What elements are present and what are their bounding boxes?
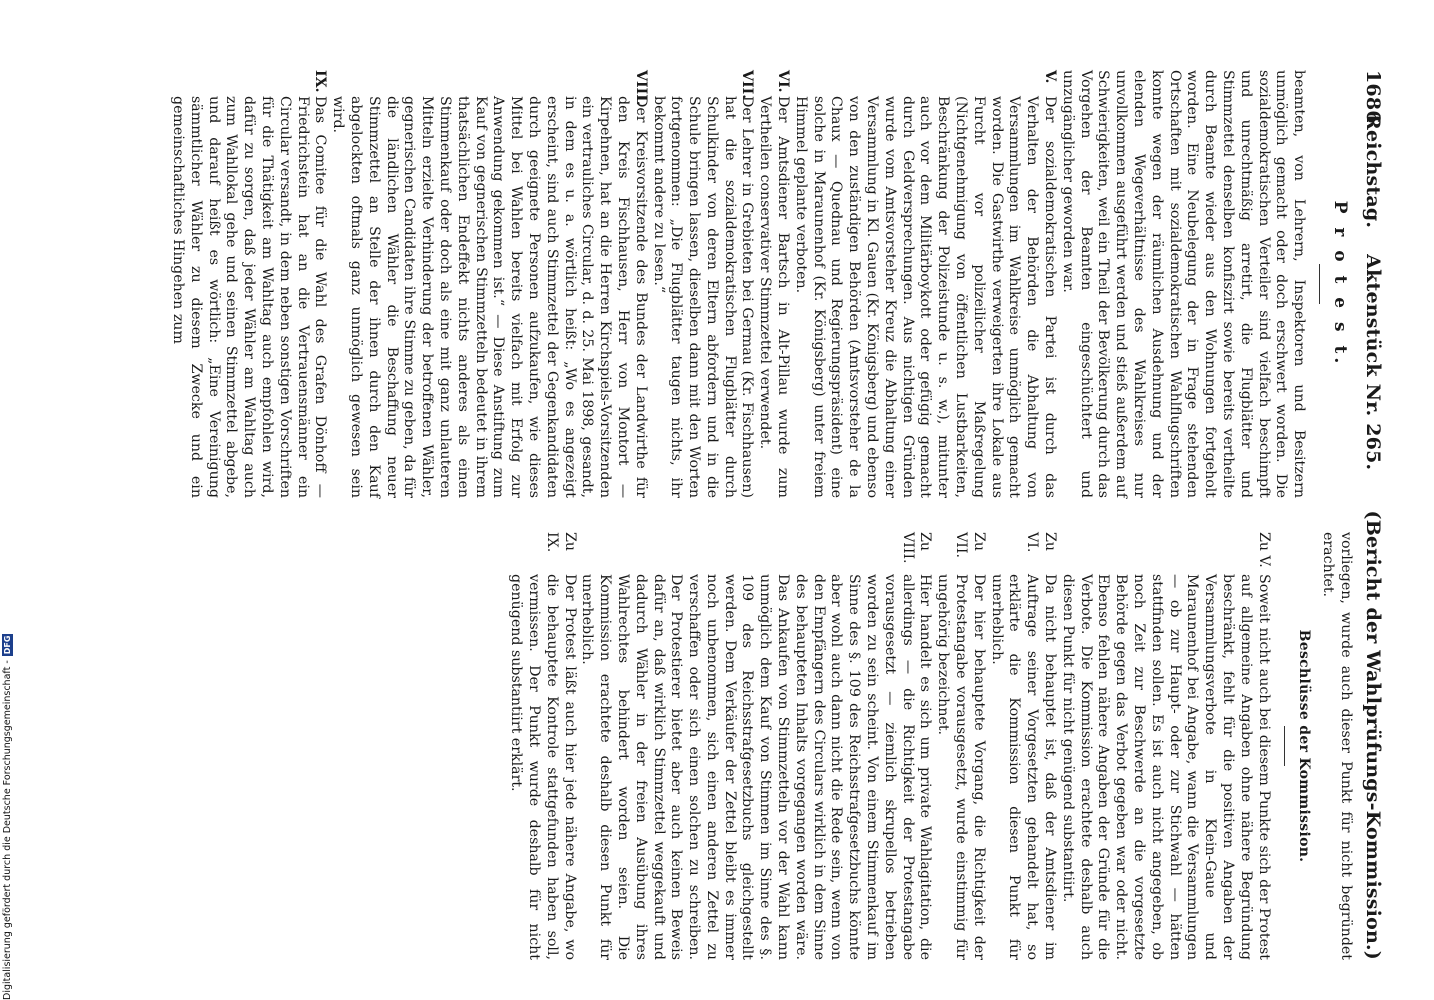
page-number: 1686 xyxy=(1362,70,1384,124)
item-text: Der sozialdemokratischen Partei ist durch das Verhalten der Behörden die Abhaltung von Versammlungen im Wahlkreise unmöglich gemacht worden. Die Gastwirthe verweigerten ihre Lokale aus Furcht vor polizeilicher Maßregelung (Nichtgenehmigung von öffentlichen Lustbarkeiten, Beschränkung der Polizeistunde u. s. w.), mitunter auch vor dem Militärboykott oder gefügig gemacht durch Geldversprechungen. Aus nichtigen Gründen wurde vom Amtsvorsteher Kreuz die Abhaltung einer Versammlung in Kl. Gauen (Kr. Königsberg) und ebenso von den zuständigen Behörden (Amtsvorsteher de la Chaux — Quednau und Regierungspräsident) eine solche in Maraunenhof (Kr. Königsberg) unter freiem Himmel geplante verboten. xyxy=(792,96,1059,498)
left-column xyxy=(168,70,1354,498)
dfg-logo: DFG xyxy=(2,635,12,655)
decision-item xyxy=(933,532,986,960)
protest-title: P r o t e s t. xyxy=(1330,200,1350,368)
protest-item xyxy=(756,70,792,498)
item-number: V. xyxy=(1042,70,1059,84)
credit-text: Digitalisierung gefördert durch die Deutsche Forschungsgemeinschaft - xyxy=(1,660,13,1000)
item-number: IX. xyxy=(312,70,329,93)
divider xyxy=(1319,264,1320,304)
item-number: VI. xyxy=(775,70,792,93)
header-left: Reichstag. xyxy=(1362,114,1384,229)
page-header xyxy=(1362,70,1384,960)
decision-item xyxy=(1058,532,1272,960)
decision-item xyxy=(987,532,1058,960)
item-text: Das Comitee für die Wahl des Grafen Dönhoff — Friedrichstein hat an die Vertrauensmänner ein Circular versandt, in dem neben sonstigen Vorschriften für die Thätigkeit am Wahltag auch empfohlen wird, dafür zu sorgen, daß jeder Wähler am Wahltag auch zum Wahllokal gehe und seinen Stimmzettel abgebe, und darauf heißt es wörtlich: „Eine Vereinigung sämmtlicher Wähler zu diesem Zwecke und ein gemeinschaftliches Hingehen zum xyxy=(170,96,329,498)
protest-item xyxy=(168,70,328,498)
rotated-page xyxy=(24,0,1434,1000)
header-right: (Bericht der Wahlprüfungs-Kommission.) xyxy=(1362,510,1384,960)
item-text: Der Lehrer in Grebieten bei Germau (Kr. Fischhausen) hat die sozialdemokratischen Flugblätter durch Schulkinder von deren Eltern abfordern und in die Schule bringen lassen, dieselben dann mit den Worten fortgenommen: „Die Flugblätter taugen nichts, ihr bekommt andere zu lesen.“ xyxy=(650,96,756,498)
item-number: Zu V. xyxy=(1255,532,1272,568)
divider xyxy=(1284,726,1285,766)
item-number: Zu VIII. xyxy=(899,532,934,564)
commission-title: Beschlüsse der Kommission. xyxy=(1296,629,1313,863)
item-text: Der hier behauptete Vorgang, die Richtigkeit der Protestangabe vorausgesetzt, wurde einstimmig für ungehörig bezeichnet. xyxy=(935,574,987,960)
item-number: Zu IX. xyxy=(543,532,578,553)
item-text: Der Kreisvorsitzende des Bundes der Landwirthe für den Kreis Fischhausen, Herr von Montort — Kirpehnen, hat an die Herren Kirchspiels-Vorsitzenden ein vertrauliches Circular, d. d. 25. Mai 1898, gesandt, in dem es u. a. wörtlich heißt: „Wo es angezeigt erscheint, sind auch Stimmzettel der Gegenkandidaten durch geeignete Personen aufzukaufen, wie dieses Mittel bei Wahlen bereits vielfach mit Erfolg zur Anwendung gekommen ist.“ — Diese Anstiftung zum Kauf von gegnerischen Stimmzetteln bedeutet in ihrem thatsächlichen Endeffekt nichts anderes als einen Stimmenkauf oder doch als eine mit ganz unlauteren Mitteln erzielte Verhinderung der betroffenen Wähler, gegnerischen Candidaten ihre Stimme zu geben, da für die ländlichen Wähler die Beschaffung neuer Stimmzettel an Stelle der ihnen durch den Kauf abgelockten oftmals ganz unmöglich gewesen sein wird. xyxy=(330,96,649,498)
protest-item xyxy=(791,70,1058,498)
item-number: Zu VI. xyxy=(1024,532,1059,553)
commission-intro: vorliegen, wurde auch dieser Punkt für nicht begründet erachtet. xyxy=(1320,532,1354,960)
item-number: VIII. xyxy=(632,70,649,106)
digitization-credit xyxy=(0,580,14,1000)
decision-item xyxy=(506,532,577,960)
protest-item xyxy=(328,70,648,498)
protest-intro: beamten, von Lehrern, Inspektoren und Besitzern unmöglich gemacht oder doch erschwert worden. Die sozialdemokratischen Verteiler sind vielfach beschimpft und unrechtmäßig arretirt, die Flugblätter und Stimmzettel denselben konfiszirt sowie bereits vertheilte durch Beamte wieder aus den Wohnungen fortgeholt worden. Eine Neubelegung der in Frage stehenden Ortschaften mit sozialdemokratischen Wahlflugschriften konnte wegen der räumlichen Ausdehnung und der elenden Wegeverhältnisse des Wahlkreises nur unvollkommen ausgeführt werden und stieß außerdem auf Schwierigkeiten, weil ein Theil der Bevölkerung durch das Vorgehen der Beamten eingeschüchtert und unzugänglicher geworden war. xyxy=(1059,70,1308,498)
item-text: Da nicht behauptet ist, daß der Amtsdiener im Auftrage seiner Vorgesetzten gehandelt hat, so erklärte die Kommission diesen Punkt für unerheblich. xyxy=(988,574,1059,960)
right-column xyxy=(168,532,1354,960)
protest-item xyxy=(649,70,756,498)
decision-item xyxy=(578,532,934,960)
item-number: VII. xyxy=(739,70,756,100)
item-number: Zu VII. xyxy=(953,532,987,558)
header-center: Aktenstück Nr. 265. xyxy=(1362,254,1384,471)
item-text: Hier handelt es sich um private Wahlagitation, die allerdings — die Richtigkeit der Protestangabe vorausgesetzt — ziemlich skrupellos betrieben worden zu sein scheint. Von einem Stimmenkauf im Sinne des §. 109 des Reichsstrafgesetzbuchs könnte aber wohl auch dann nicht die Rede sein, wenn von den Empfängern des Circulars wirklich in dem Sinne des behaupteten Inhalts vorgegangen worden wäre. Das Ankaufen von Stimmzetteln vor der Wahl kann unmöglich dem Kauf von Stimmen im Sinne des §. 109 des Reichsstrafgesetzbuchs gleichgestellt werden. Dem Verkäufer der Zettel bleibt es immer noch unbenommen, sich einen anderen Zettel zu verschaffen oder sich einen solchen zu schreiben. Der Protestierer bietet aber auch keinen Beweis dafür an, daß wirklich Stimmzettel weggekauft und dadurch Wähler in der freien Ausübung ihres Wahlrechtes behindert worden seien. Die Kommission erachtete deshalb diesen Punkt für unerheblich. xyxy=(579,574,934,960)
item-text: Der Protest läßt auch hier jede nähere Angabe, wo die behauptete Kontrole stattgefunden haben soll, vermissen. Der Punkt wurde deshalb für nicht genügend substantiirt erklärt. xyxy=(508,574,578,960)
item-text: Der Amtsdiener Bartsch in Alt-Pillau wurde zum Vertheilen conservativer Stimmzettel verwendet. xyxy=(757,96,792,498)
item-text: Soweit nicht auch bei diesem Punkte sich der Protest auf allgemeine Angaben ohne nähere Begründung beschränkt, fehlt für die positiven Angaben der Versammlungsverbote in Klein-Gaue und Maraunenhof bei Angabe, wann die Versammlungen — ob zur Haupt- oder zur Stichwahl — hätten stattfinden sollen. Es ist auch nicht angegeben, ob noch Zeit zur Beschwerde an die vorgesetzte Behörde gegen das Verbot gegeben war oder nicht. Ebenso fehlen nähere Angaben der Gründe für die Verbote. Die Kommission erachtete deshalb auch diesen Punkt für nicht genügend substantiirt. xyxy=(1059,574,1272,960)
